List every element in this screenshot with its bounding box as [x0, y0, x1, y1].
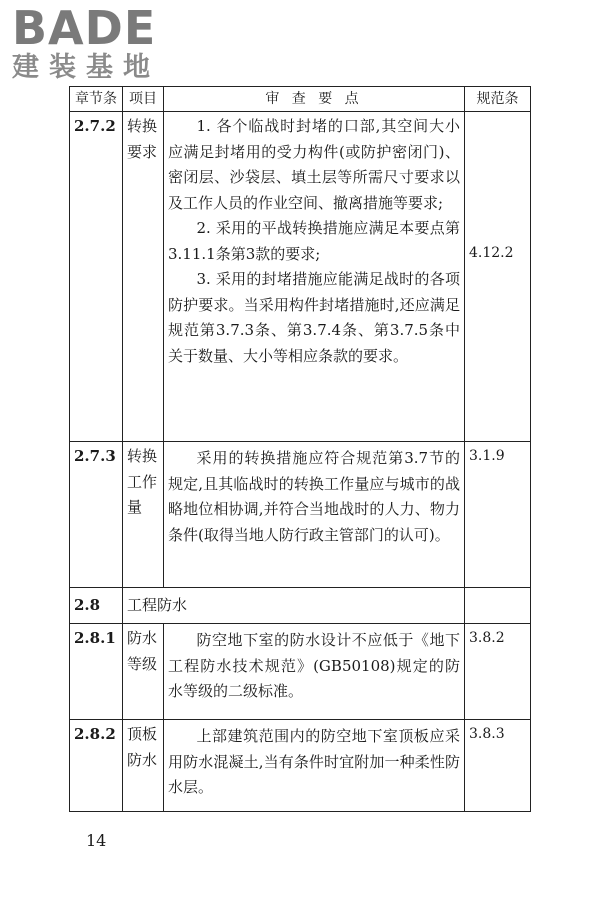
header-reference: 规范条	[465, 87, 531, 112]
table-row	[70, 720, 531, 812]
logo-wordmark: BADE	[12, 1, 157, 55]
header-section: 章节条	[70, 87, 123, 112]
code-reference: 3.8.2	[465, 624, 531, 720]
section-number: 2.7.3	[70, 442, 123, 588]
logo-subtitle: 建装基地	[12, 52, 160, 83]
section-number: 2.8	[70, 588, 123, 624]
key-point: 3. 采用的封堵措施应能满足战时的各项防护要求。当采用构件封堵措施时,还应满足规范第3.7.3条、第3.7.4条、第3.7.5条中关于数量、大小等相应条款的要求。	[168, 270, 460, 365]
key-point: 1. 各个临战时封堵的口部,其空间大小应满足封堵用的受力构件(或防护密闭门)、密闭层、沙袋层、填土层等所需尺寸要求以及工作人员的作业空间、撤离措施等要求;	[168, 117, 460, 212]
code-reference: 3.1.9	[465, 442, 531, 588]
table-row	[70, 624, 531, 720]
table-row	[70, 112, 531, 442]
code-reference: 3.8.3	[465, 720, 531, 812]
key-points	[164, 720, 465, 812]
review-table	[69, 86, 531, 812]
bade-logo	[12, 1, 182, 90]
table-row	[70, 588, 531, 624]
code-reference	[465, 588, 531, 624]
section-number: 2.8.1	[70, 624, 123, 720]
table-header-row	[70, 87, 531, 112]
key-point: 上部建筑范围内的防空地下室顶板应采用防水混凝土,当有条件时宜附加一种柔性防水层。	[168, 727, 460, 796]
code-reference	[465, 112, 531, 442]
table-row	[70, 442, 531, 588]
section-number: 2.8.2	[70, 720, 123, 812]
key-points	[164, 442, 465, 588]
code-reference-value: 4.12.2	[469, 245, 514, 261]
key-point: 防空地下室的防水设计不应低于《地下工程防水技术规范》(GB50108)规定的防水等级的二级标准。	[168, 631, 460, 700]
item-name: 转换工作量	[123, 442, 164, 588]
item-name: 顶板防水	[123, 720, 164, 812]
section-number: 2.7.2	[70, 112, 123, 442]
item-name: 防水等级	[123, 624, 164, 720]
header-key-points: 审 查 要 点	[164, 87, 465, 112]
page-number: 14	[86, 831, 107, 850]
key-points	[164, 624, 465, 720]
key-point: 2. 采用的平战转换措施应满足本要点第3.11.1条第3款的要求;	[168, 219, 460, 263]
key-point: 采用的转换措施应符合规范第3.7节的规定,且其临战时的转换工作量应与城市的战略地位相协调,并符合当地战时的人力、物力条件(取得当地人防行政主管部门的认可)。	[168, 449, 460, 544]
item-name: 转换要求	[123, 112, 164, 442]
header-item: 项目	[123, 87, 164, 112]
key-points	[164, 112, 465, 442]
section-heading: 工程防水	[123, 588, 465, 624]
